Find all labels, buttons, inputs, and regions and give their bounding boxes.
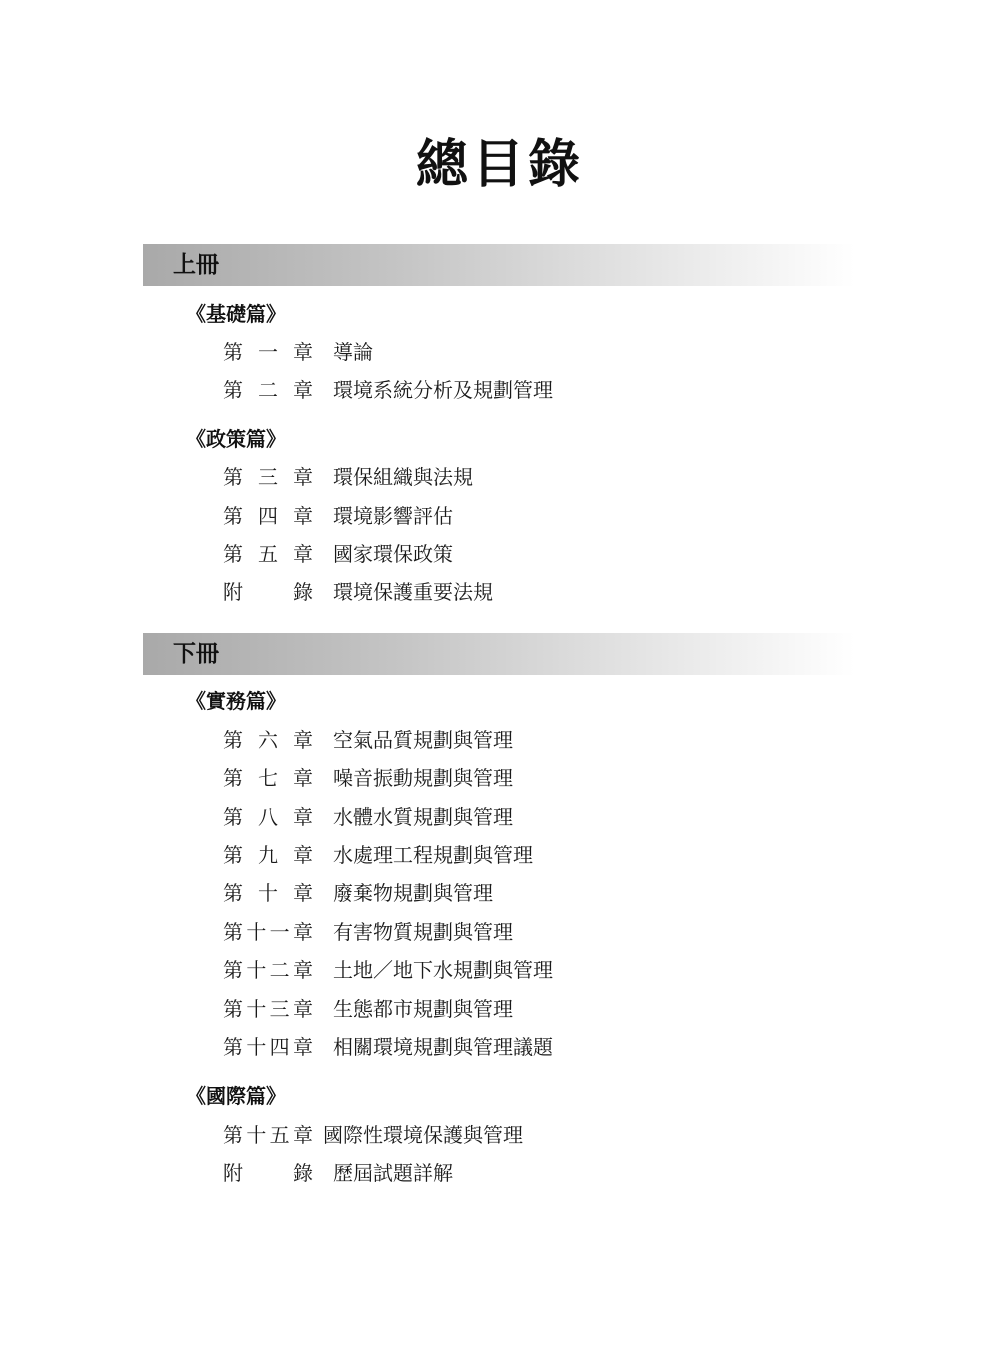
- chapter-title: 國家環保政策: [333, 542, 453, 566]
- chapter-number: 第六章: [223, 728, 313, 752]
- chapter-number: 第十二章: [223, 958, 313, 982]
- chapter-title: 空氣品質規劃與管理: [333, 728, 513, 752]
- part-heading-international: 《國際篇》: [186, 1084, 286, 1108]
- chapter-number: 第十章: [223, 881, 313, 905]
- chapter-title: 水處理工程規劃與管理: [333, 843, 533, 867]
- chapter-number: 第十三章: [223, 997, 313, 1021]
- appendix-label: 附錄: [223, 580, 313, 604]
- part-heading-practice: 《實務篇》: [186, 689, 286, 713]
- chapter-title: 環保組織與法規: [333, 465, 473, 489]
- part-heading-basics: 《基礎篇》: [186, 302, 286, 326]
- chapter-number: 第三章: [223, 465, 313, 489]
- chapter-title: 廢棄物規劃與管理: [333, 881, 493, 905]
- chapter-title: 導論: [333, 340, 373, 364]
- chapter-number: 第十四章: [223, 1035, 313, 1059]
- chapter-number: 第五章: [223, 542, 313, 566]
- volume-header-lower: [143, 633, 855, 675]
- chapter-title: 環境影響評估: [333, 504, 453, 528]
- chapter-number: 第十五章: [223, 1123, 313, 1147]
- chapter-title: 國際性環境保護與管理: [323, 1123, 523, 1147]
- volume-header-upper: [143, 244, 855, 286]
- chapter-title: 噪音振動規劃與管理: [333, 766, 513, 790]
- chapter-title: 有害物質規劃與管理: [333, 920, 513, 944]
- chapter-title: 水體水質規劃與管理: [333, 805, 513, 829]
- chapter-title: 相關環境規劃與管理議題: [333, 1035, 553, 1059]
- part-heading-policy: 《政策篇》: [186, 427, 286, 451]
- chapter-title: 環境保護重要法規: [333, 580, 493, 604]
- volume-label: 下冊: [173, 641, 219, 667]
- chapter-number: 第十一章: [223, 920, 313, 944]
- chapter-title: 歷屆試題詳解: [333, 1161, 453, 1185]
- chapter-number: 第二章: [223, 378, 313, 402]
- chapter-number: 第八章: [223, 805, 313, 829]
- chapter-number: 第七章: [223, 766, 313, 790]
- appendix-label: 附錄: [223, 1161, 313, 1185]
- chapter-title: 生態都市規劃與管理: [333, 997, 513, 1021]
- chapter-title: 土地／地下水規劃與管理: [333, 958, 553, 982]
- volume-label: 上冊: [173, 252, 219, 278]
- chapter-number: 第四章: [223, 504, 313, 528]
- page-title: 總目錄: [415, 134, 584, 195]
- chapter-number: 第一章: [223, 340, 313, 364]
- chapter-number: 第九章: [223, 843, 313, 867]
- chapter-title: 環境系統分析及規劃管理: [333, 378, 553, 402]
